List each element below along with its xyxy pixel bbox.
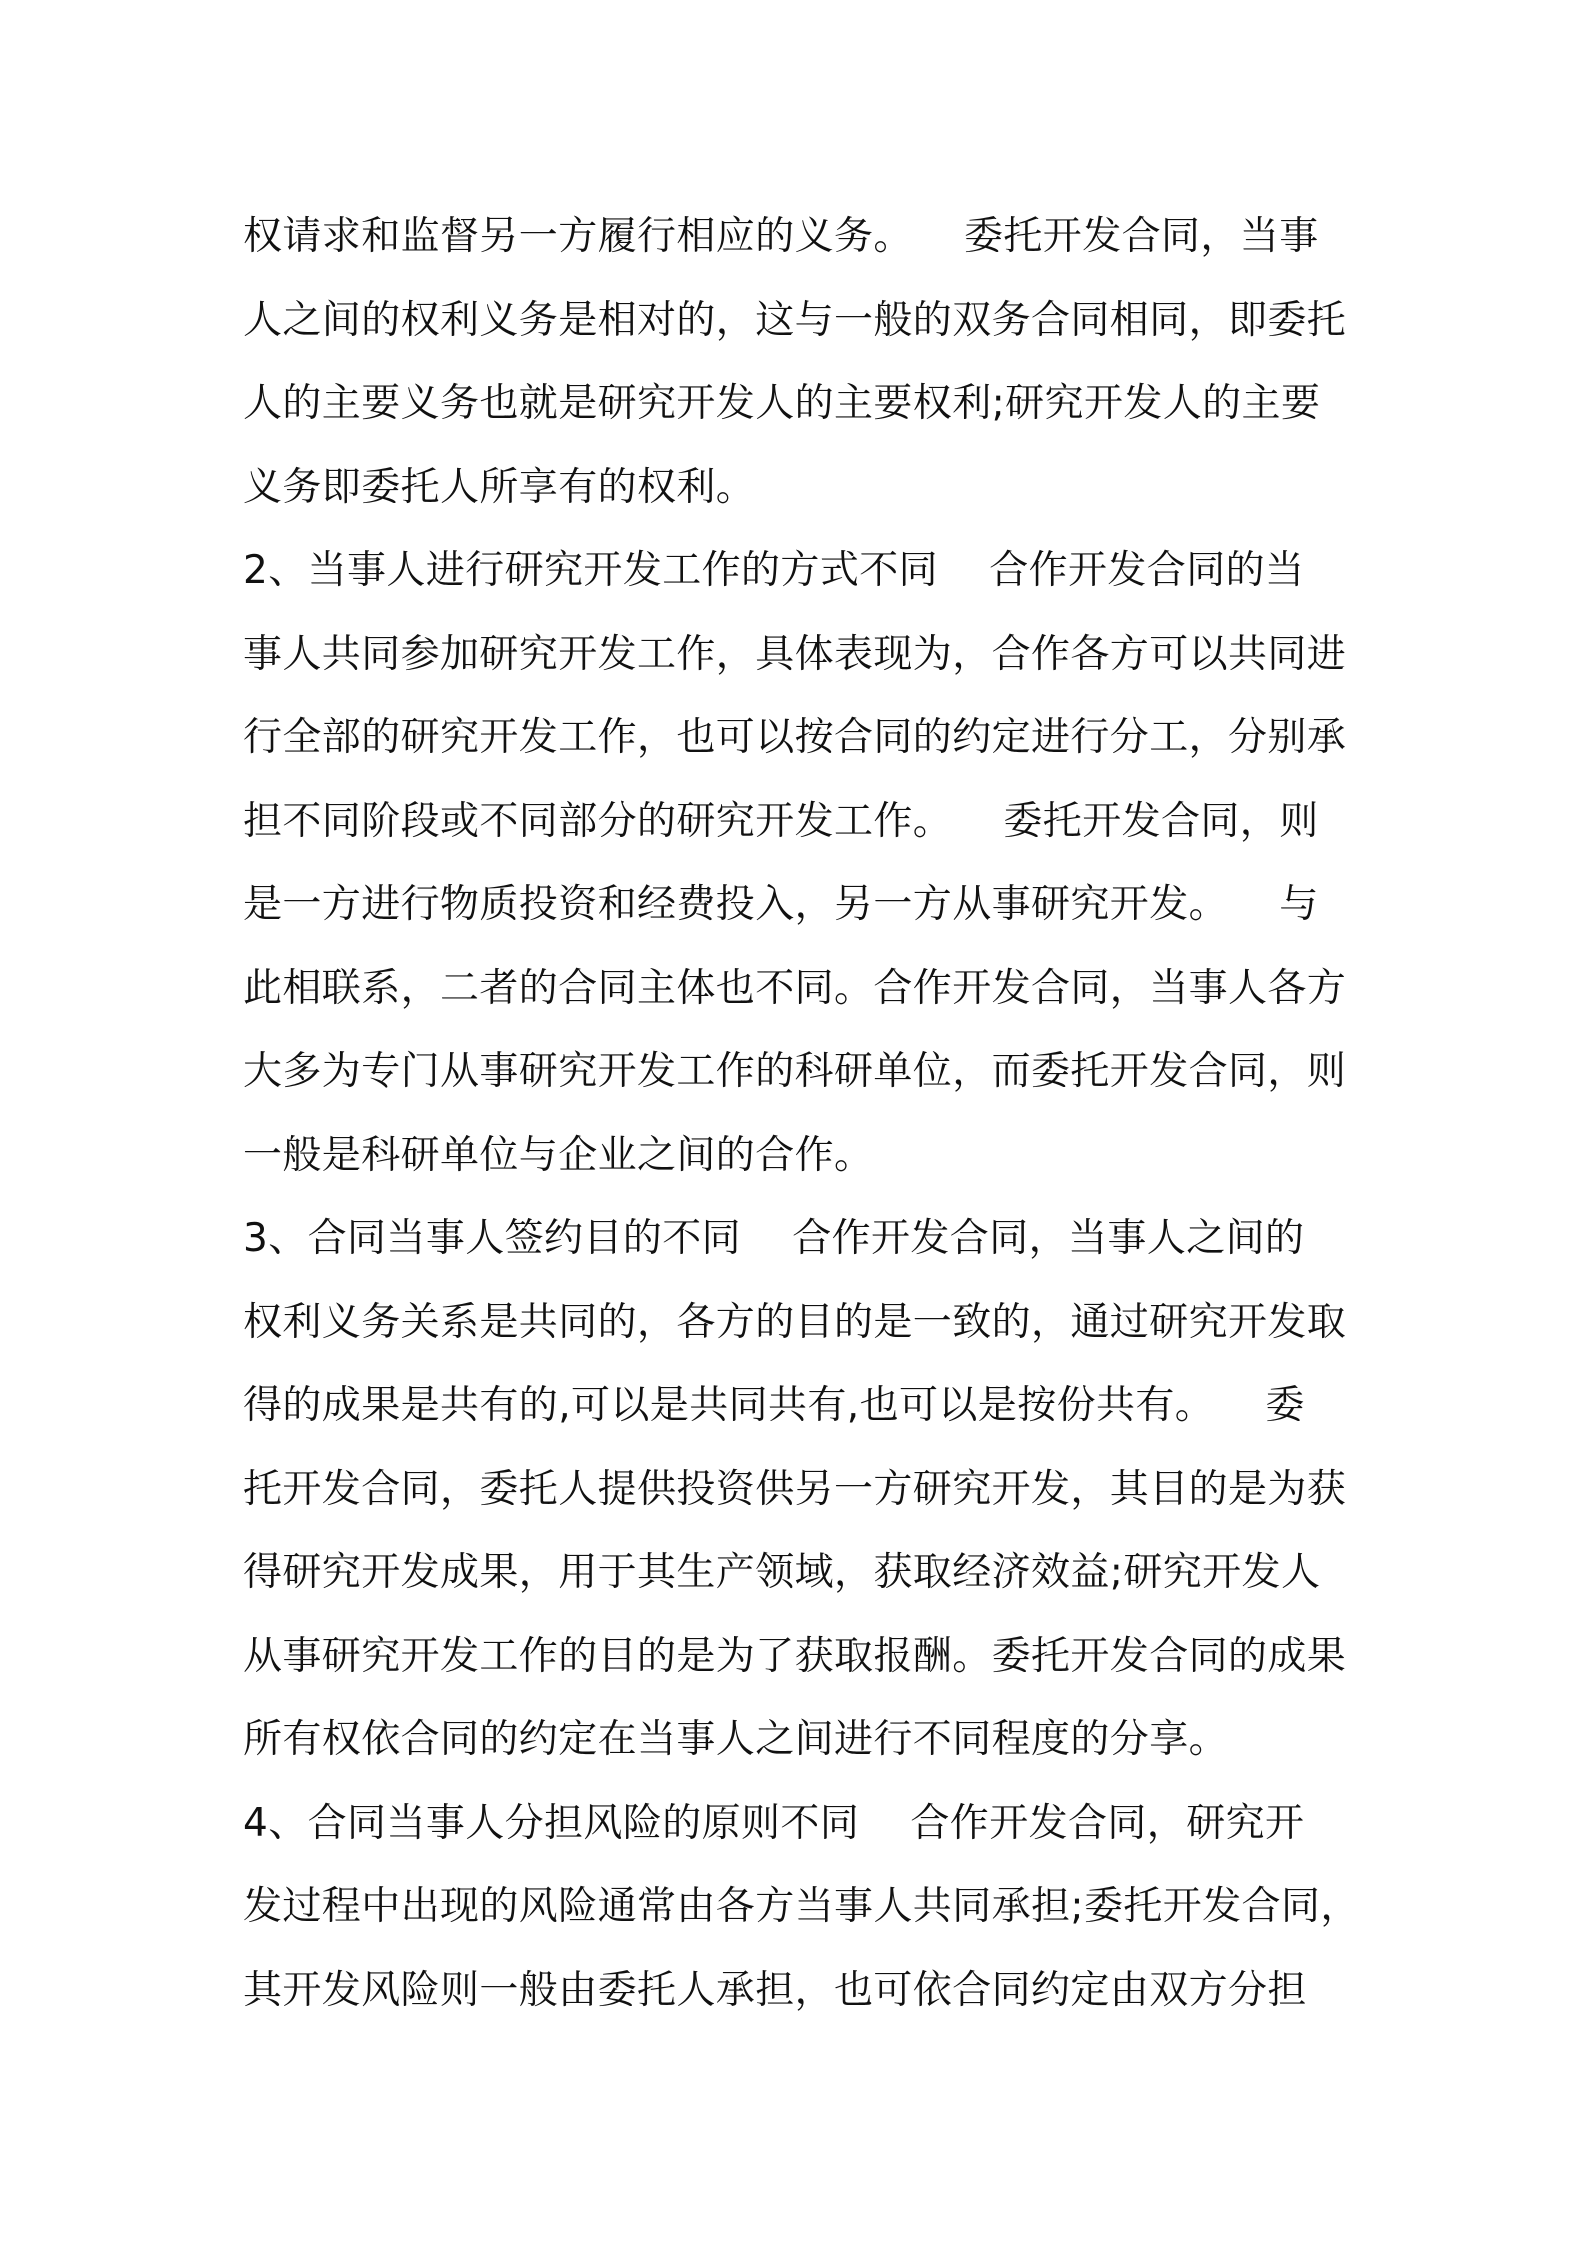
text-line-19: 所有权依合同的约定在当事人之间进行不同程度的分享。 [243, 1717, 1229, 1762]
text-line-13: 3、合同当事人签约目的不同 合作开发合同，当事人之间的 [243, 1216, 1305, 1261]
text-line-8: 担不同阶段或不同部分的研究开发工作。 委托开发合同，则 [243, 798, 1319, 844]
text-line-14: 权利义务关系是共同的，各方的目的是一致的，通过研究开发取 [243, 1299, 1347, 1345]
text-line-4: 义务即委托人所享有的权利。 [243, 464, 756, 510]
text-line-9: 是一方进行物质投资和经费投入，另一方从事研究开发。 与 [243, 882, 1319, 927]
text-line-2: 人之间的权利义务是相对的，这与一般的双务合同相同，即委托 [243, 297, 1347, 343]
text-line-21: 发过程中出现的风险通常由各方当事人共同承担;委托开发合同， [243, 1884, 1360, 1929]
text-line-20: 4、合同当事人分担风险的原则不同 合作开发合同，研究开 [243, 1800, 1305, 1846]
text-line-11: 大多为专门从事研究开发工作的科研单位，而委托开发合同，则 [243, 1049, 1347, 1094]
text-line-17: 得研究开发成果，用于其生产领域，获取经济效益;研究开发人 [243, 1550, 1321, 1595]
text-line-12: 一般是科研单位与企业之间的合作。 [243, 1132, 874, 1178]
body-text [243, 195, 1363, 2032]
text-line-5: 2、当事人进行研究开发工作的方式不同 合作开发合同的当 [243, 548, 1305, 593]
text-line-22: 其开发风险则一般由委托人承担，也可依合同约定由双方分担 [243, 1967, 1307, 2013]
text-line-10: 此相联系，二者的合同主体也不同。合作开发合同，当事人各方 [243, 965, 1347, 1011]
text-line-6: 事人共同参加研究开发工作，具体表现为，合作各方可以共同进 [243, 631, 1347, 677]
text-line-1: 权请求和监督另一方履行相应的义务。 委托开发合同，当事 [243, 214, 1319, 259]
text-line-3: 人的主要义务也就是研究开发人的主要权利;研究开发人的主要 [243, 381, 1321, 426]
text-line-16: 托开发合同，委托人提供投资供另一方研究开发，其目的是为获 [243, 1466, 1347, 1512]
text-line-15: 得的成果是共有的,可以是共同共有,也可以是按份共有。 委 [243, 1383, 1305, 1428]
text-line-18: 从事研究开发工作的目的是为了获取报酬。委托开发合同的成果 [243, 1633, 1347, 1679]
text-line-7: 行全部的研究开发工作，也可以按合同的约定进行分工，分别承 [243, 715, 1347, 760]
